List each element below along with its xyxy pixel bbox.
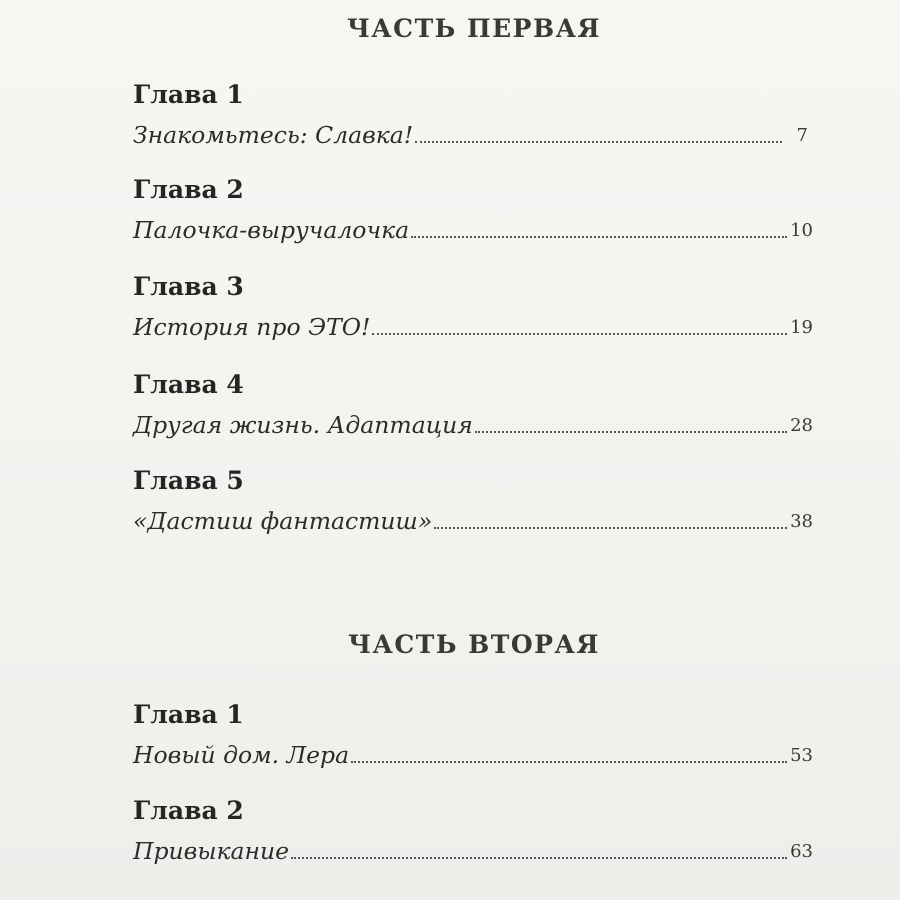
chapter-label: Глава 4 [133, 370, 244, 399]
chapter-label: Глава 2 [133, 175, 244, 204]
chapter-title: Новый дом. Лера [133, 741, 350, 769]
page-number: 53 [790, 745, 813, 766]
chapter-title: Знакомьтесь: Славка! [133, 121, 414, 149]
chapter-title: Палочка-выручалочка [133, 216, 410, 244]
chapter-label: Глава 1 [133, 700, 244, 729]
chapter-title: Другая жизнь. Адаптация [133, 411, 473, 439]
toc-entry-line [133, 404, 813, 440]
dot-leader [291, 856, 787, 859]
dot-leader [351, 760, 787, 763]
dot-leader [415, 140, 782, 143]
chapter-label: Глава 2 [133, 796, 244, 825]
dot-leader [475, 430, 787, 433]
chapter-label: Глава 1 [133, 80, 244, 109]
part-title: ЧАСТЬ ВТОРАЯ [348, 630, 600, 659]
chapter-title: История про ЭТО! [133, 313, 371, 341]
page-number: 19 [790, 317, 813, 338]
page-number: 38 [790, 511, 813, 532]
page-number: 10 [790, 220, 813, 241]
chapter-title: Привыкание [133, 837, 290, 865]
chapter-label: Глава 5 [133, 466, 244, 495]
toc-entry-line [133, 114, 808, 150]
toc-entry-line [133, 306, 813, 342]
dot-leader [411, 235, 787, 238]
chapter-title: «Дастиш фантастиш» [133, 507, 433, 535]
part-title: ЧАСТЬ ПЕРВАЯ [346, 14, 602, 43]
page-number: 28 [790, 415, 813, 436]
dot-leader [372, 332, 787, 335]
toc-entry-line [133, 209, 813, 245]
page-number: 63 [790, 841, 813, 862]
toc-entry-line [133, 500, 813, 536]
chapter-label: Глава 3 [133, 272, 244, 301]
dot-leader [434, 526, 787, 529]
toc-entry-line [133, 830, 813, 866]
page-number: 7 [796, 125, 808, 146]
toc-entry-line [133, 734, 813, 770]
